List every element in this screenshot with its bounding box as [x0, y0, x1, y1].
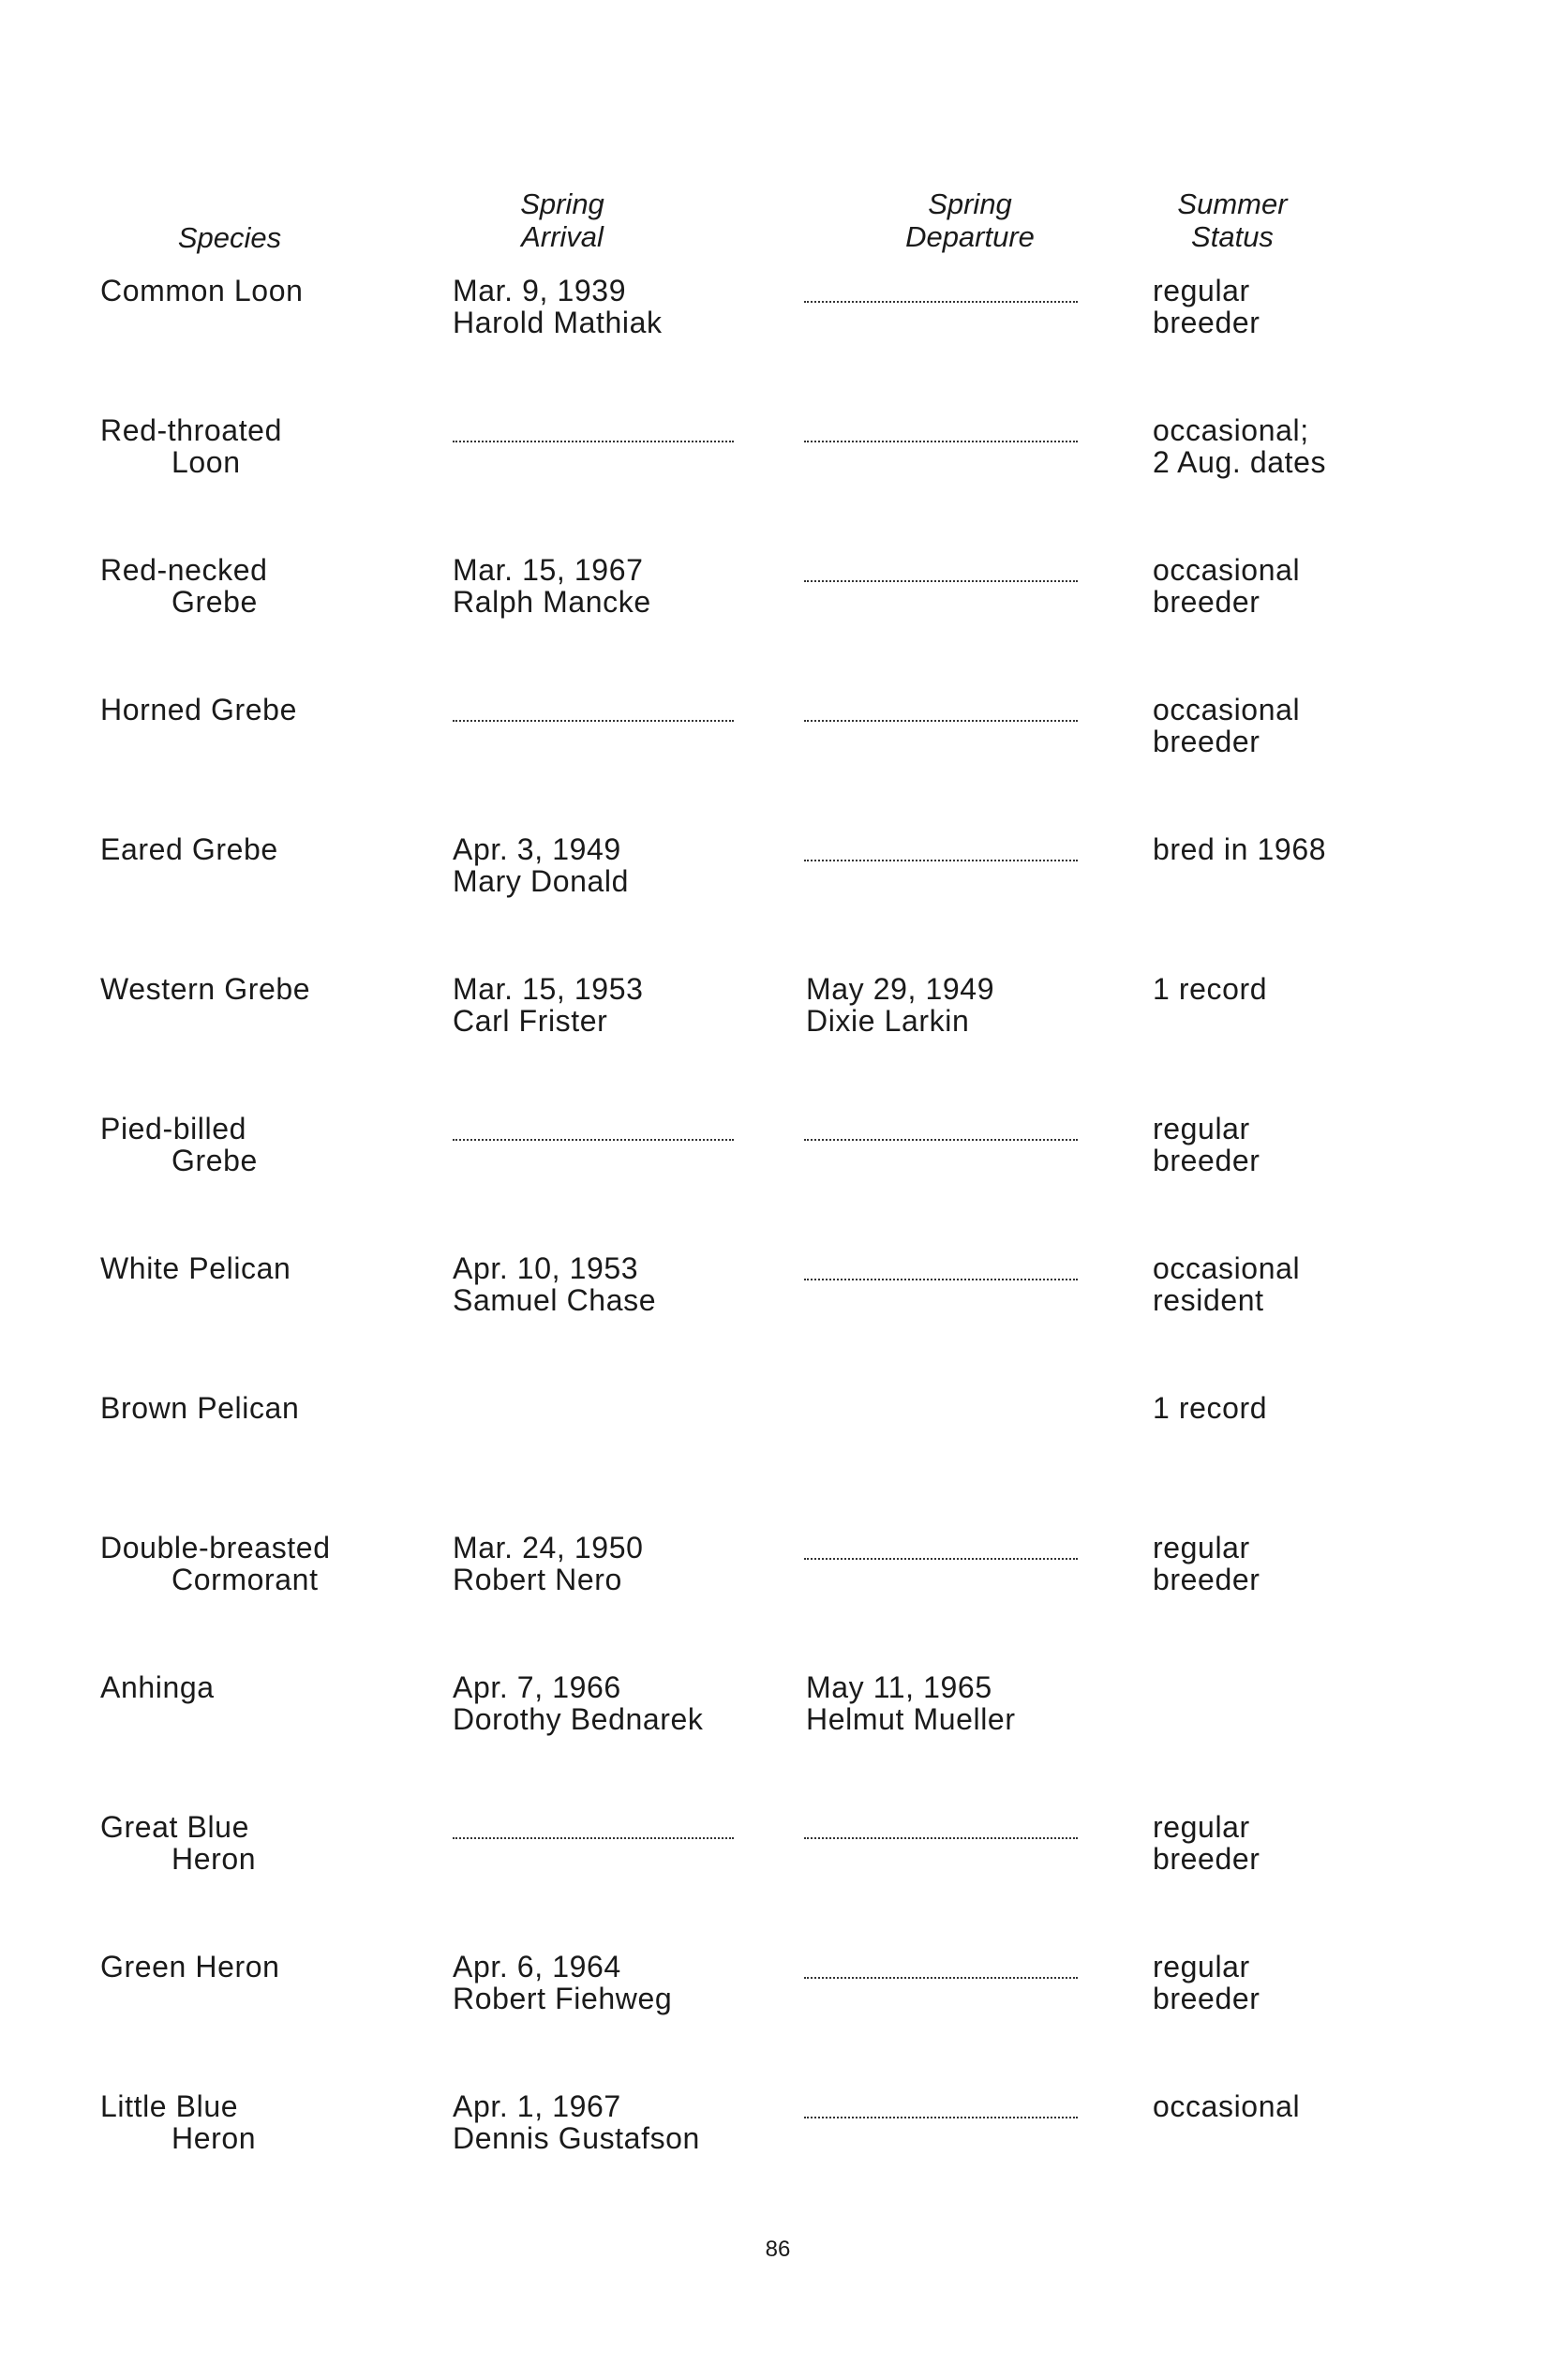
species-cell: [100, 414, 282, 478]
status-cell-line: 1 record: [1153, 972, 1268, 1006]
table-row: [0, 973, 1551, 1085]
species-cell-line: Grebe: [172, 585, 258, 619]
arrival-cell-line: Mar. 15, 1967: [453, 553, 644, 587]
species-cell: [100, 1951, 280, 1983]
header-spring-arrival: [450, 187, 675, 253]
departure-dotted-leader: [804, 720, 1078, 722]
arrival-cell-line: Harold Mathiak: [453, 306, 663, 339]
species-cell: [100, 1811, 256, 1875]
table-row: [0, 275, 1551, 387]
species-cell: [100, 1532, 331, 1595]
arrival-cell: [453, 1252, 656, 1316]
header-species: [141, 221, 319, 254]
table-row: [0, 1392, 1551, 1504]
status-cell-line: 2 Aug. dates: [1153, 445, 1327, 479]
status-cell-line: regular: [1153, 274, 1250, 307]
status-cell: [1153, 973, 1267, 1005]
arrival-cell: [453, 833, 629, 897]
table-row: [0, 414, 1551, 527]
departure-dotted-leader: [804, 2117, 1078, 2118]
species-cell-line: Red-throated: [100, 413, 282, 447]
status-cell-line: breeder: [1153, 1982, 1260, 2015]
status-cell-line: resident: [1153, 1283, 1264, 1317]
header-departure-line-2: Departure: [905, 220, 1035, 253]
species-cell-line: Green Heron: [100, 1950, 280, 1983]
arrival-cell-line: Mar. 15, 1953: [453, 972, 644, 1006]
status-cell-line: regular: [1153, 1531, 1250, 1564]
status-cell: [1153, 1532, 1260, 1595]
status-cell: [1153, 1392, 1267, 1424]
header-species-label: Species: [177, 221, 282, 254]
species-cell: [100, 973, 310, 1005]
header-status-line-1: Summer: [1177, 187, 1288, 220]
species-cell: [100, 1113, 258, 1176]
status-cell-line: bred in 1968: [1153, 832, 1327, 866]
species-cell: [100, 1392, 299, 1424]
species-cell-line: Western Grebe: [100, 972, 311, 1006]
departure-dotted-leader: [804, 441, 1078, 442]
arrival-cell-line: Dorothy Bednarek: [453, 1702, 704, 1736]
status-cell: [1153, 1113, 1260, 1176]
arrival-cell-line: Robert Nero: [453, 1563, 622, 1596]
header-spring-departure: [843, 187, 1096, 253]
species-cell-line: Double-breasted: [100, 1531, 331, 1564]
status-cell: [1153, 414, 1326, 478]
table-row: [0, 1113, 1551, 1225]
arrival-cell-line: Samuel Chase: [453, 1283, 657, 1317]
status-cell: [1153, 833, 1326, 865]
departure-cell-line: May 29, 1949: [806, 972, 995, 1006]
arrival-cell: [453, 554, 651, 618]
table-row: [0, 2090, 1551, 2203]
status-cell: [1153, 1951, 1260, 2014]
status-cell-line: breeder: [1153, 1144, 1260, 1177]
header-summer-status: [1139, 187, 1326, 253]
arrival-cell-line: Apr. 10, 1953: [453, 1251, 639, 1285]
species-cell-line: Loon: [172, 445, 241, 479]
header-departure-line-1: Spring: [928, 187, 1012, 220]
status-cell-line: occasional: [1153, 2089, 1301, 2123]
species-cell-line: Pied-billed: [100, 1112, 247, 1145]
species-cell: [100, 694, 297, 726]
species-cell: [100, 275, 304, 307]
arrival-cell-line: Robert Fiehweg: [453, 1982, 673, 2015]
arrival-dotted-leader: [453, 1139, 734, 1141]
species-cell: [100, 1252, 291, 1284]
arrival-cell: [453, 973, 644, 1037]
arrival-cell-line: Dennis Gustafson: [453, 2121, 700, 2155]
species-cell: [100, 1671, 215, 1703]
departure-cell: [806, 1671, 1016, 1735]
species-cell: [100, 554, 268, 618]
departure-dotted-leader: [804, 1558, 1078, 1560]
table-row: [0, 554, 1551, 666]
arrival-cell: [453, 1671, 704, 1735]
table-row: [0, 1811, 1551, 1923]
species-cell-line: Brown Pelican: [100, 1391, 300, 1425]
header-status-line-2: Status: [1191, 220, 1274, 253]
page-number: 86: [765, 2237, 791, 2262]
arrival-dotted-leader: [453, 1837, 734, 1839]
table-row: [0, 1252, 1551, 1365]
table-row: [0, 1532, 1551, 1644]
arrival-cell: [453, 1951, 672, 2014]
status-cell: [1153, 275, 1260, 338]
arrival-cell-line: Mar. 9, 1939: [453, 274, 627, 307]
arrival-cell-line: Carl Frister: [453, 1004, 608, 1038]
species-cell-line: Horned Grebe: [100, 693, 297, 726]
departure-cell-line: Dixie Larkin: [806, 1004, 970, 1038]
species-cell-line: Heron: [172, 1842, 257, 1876]
arrival-cell-line: Apr. 7, 1966: [453, 1670, 621, 1704]
status-cell-line: breeder: [1153, 306, 1260, 339]
status-cell: [1153, 1811, 1260, 1875]
departure-dotted-leader: [804, 301, 1078, 303]
header-arrival-line-1: Spring: [520, 187, 604, 220]
departure-dotted-leader: [804, 1139, 1078, 1141]
arrival-cell-line: Apr. 6, 1964: [453, 1950, 621, 1983]
arrival-dotted-leader: [453, 720, 734, 722]
species-cell: [100, 833, 278, 865]
status-cell-line: regular: [1153, 1810, 1250, 1844]
departure-dotted-leader: [804, 1279, 1078, 1280]
departure-cell: [806, 973, 994, 1037]
species-cell-line: White Pelican: [100, 1251, 291, 1285]
status-cell-line: occasional: [1153, 553, 1301, 587]
status-cell: [1153, 554, 1300, 618]
arrival-dotted-leader: [453, 441, 734, 442]
arrival-cell: [453, 1532, 644, 1595]
arrival-cell-line: Mary Donald: [453, 864, 630, 898]
table-row: [0, 1951, 1551, 2063]
species-cell: [100, 2090, 256, 2154]
species-cell-line: Eared Grebe: [100, 832, 278, 866]
status-cell-line: regular: [1153, 1950, 1250, 1983]
departure-dotted-leader: [804, 1837, 1078, 1839]
departure-cell-line: May 11, 1965: [806, 1670, 992, 1704]
status-cell: [1153, 694, 1300, 757]
species-cell-line: Little Blue: [100, 2089, 239, 2123]
status-cell: [1153, 2090, 1300, 2122]
table-row: [0, 694, 1551, 806]
status-cell-line: breeder: [1153, 725, 1260, 758]
status-cell-line: breeder: [1153, 1842, 1260, 1876]
departure-cell-line: Helmut Mueller: [806, 1702, 1016, 1736]
species-cell-line: Great Blue: [100, 1810, 249, 1844]
header-arrival-line-2: Arrival: [521, 220, 604, 253]
table-row: [0, 1671, 1551, 1784]
table-row: [0, 833, 1551, 946]
departure-dotted-leader: [804, 580, 1078, 582]
species-cell-line: Red-necked: [100, 553, 268, 587]
departure-dotted-leader: [804, 860, 1078, 861]
arrival-cell: [453, 275, 663, 338]
arrival-cell-line: Apr. 1, 1967: [453, 2089, 621, 2123]
species-cell-line: Anhinga: [100, 1670, 215, 1704]
species-cell-line: Heron: [172, 2121, 257, 2155]
species-cell-line: Grebe: [172, 1144, 258, 1177]
status-cell-line: occasional: [1153, 1251, 1301, 1285]
status-cell: [1153, 1252, 1300, 1316]
status-cell-line: occasional;: [1153, 413, 1309, 447]
species-cell-line: Common Loon: [100, 274, 304, 307]
arrival-cell: [453, 2090, 700, 2154]
status-cell-line: breeder: [1153, 1563, 1260, 1596]
departure-dotted-leader: [804, 1977, 1078, 1979]
arrival-cell-line: Ralph Mancke: [453, 585, 651, 619]
arrival-cell-line: Mar. 24, 1950: [453, 1531, 644, 1564]
arrival-cell-line: Apr. 3, 1949: [453, 832, 621, 866]
status-cell-line: regular: [1153, 1112, 1250, 1145]
status-cell-line: 1 record: [1153, 1391, 1268, 1425]
species-cell-line: Cormorant: [172, 1563, 319, 1596]
status-cell-line: breeder: [1153, 585, 1260, 619]
status-cell-line: occasional: [1153, 693, 1301, 726]
